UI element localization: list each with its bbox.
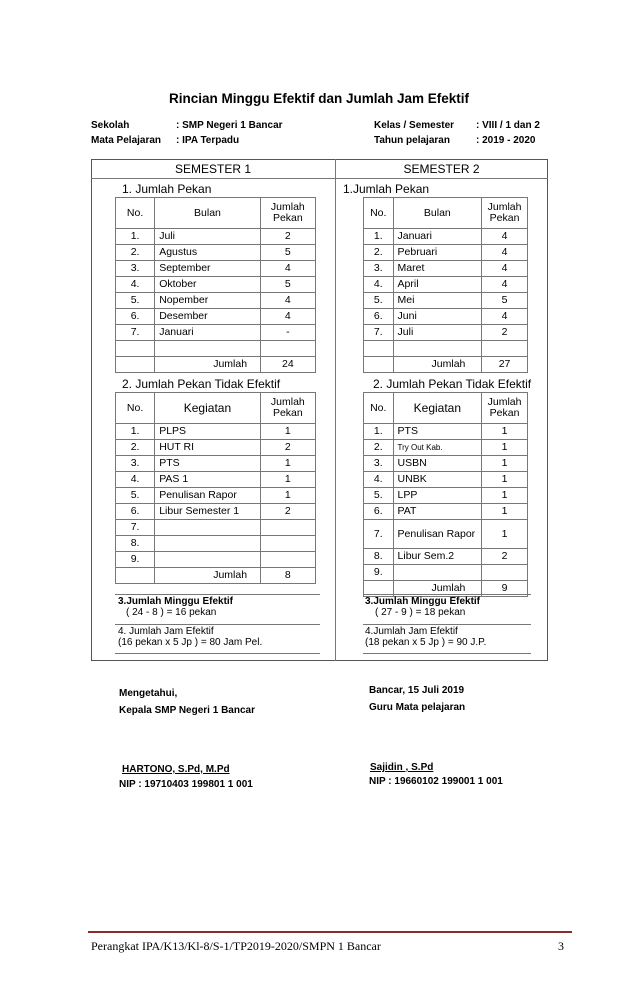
row-value: 5 [482,293,528,309]
semester-2-label: SEMESTER 2 [403,162,480,176]
row-value: 5 [260,245,315,261]
row-name: PLPS [155,424,261,440]
row-name [155,520,261,536]
row-value: 1 [260,472,315,488]
sem2-minggu-efektif-value: ( 27 - 9 ) = 18 pekan [375,607,466,618]
sign-right-name: Sajidin , S.Pd [370,762,434,773]
table-row [364,456,528,472]
row-no: 5. [364,488,394,504]
table-row [116,472,316,488]
header-left [91,118,283,148]
row-name: Mei [393,293,482,309]
document-title: Rincian Minggu Efektif dan Jumlah Jam Efektif [168,91,470,106]
row-no: 6. [364,504,394,520]
total-value: 9 [482,581,528,597]
col-no: No. [116,198,155,229]
table-row [116,341,316,357]
row-value: - [260,325,315,341]
table-header-row [364,393,528,424]
table-row [116,440,316,456]
table-row [116,293,316,309]
row-no: 7. [116,520,155,536]
sem2-summary-mid-line [363,624,531,625]
row-value: 4 [482,309,528,325]
row-no: 8. [116,536,155,552]
row-no: 7. [116,325,155,341]
row-value: 1 [260,456,315,472]
row-name: UNBK [393,472,482,488]
row-name: Penulisan Rapor [155,488,261,504]
sem2-minggu-efektif-title: 3.Jumlah Minggu Efektif [365,596,481,607]
tahun-label: Tahun pelajaran [374,135,450,146]
row-value: 1 [260,424,315,440]
mapel-label: Mata Pelajaran [91,135,162,146]
row-name: Nopember [155,293,261,309]
row-no: 5. [116,293,155,309]
row-name: PAT [393,504,482,520]
table-row [116,309,316,325]
row-no: 6. [116,309,155,325]
row-value: 2 [260,229,315,245]
row-value [260,552,315,568]
row-name [393,341,482,357]
row-value: 2 [482,549,528,565]
row-no: 2. [364,245,394,261]
total-label: Jumlah [393,357,482,373]
col-jumlah: Jumlah Pekan [260,393,315,424]
row-no: 3. [364,261,394,277]
row-no: 1. [364,424,394,440]
row-no: 5. [364,293,394,309]
row-no [364,341,394,357]
table-row [364,504,528,520]
row-name: LPP [393,488,482,504]
sem1-jam-efektif-title: 4. Jumlah Jam Efektif [118,626,214,637]
col-no: No. [364,393,394,424]
table-row [116,504,316,520]
row-value: 1 [482,440,528,456]
row-no: 7. [364,325,394,341]
col-no: No. [364,198,394,229]
row-name: PTS [155,456,261,472]
row-no: 6. [364,309,394,325]
row-name [155,341,261,357]
row-name: Januari [155,325,261,341]
table-header-row [364,198,528,229]
row-value: 4 [482,261,528,277]
table-row [364,440,528,456]
row-name: Agustus [155,245,261,261]
sekolah-value: : SMP Negeri 1 Bancar [176,120,283,131]
col-bulan: Bulan [155,198,261,229]
row-value: 4 [260,293,315,309]
table-row [116,245,316,261]
sign-right-line1: Bancar, 15 Juli 2019 [369,685,465,696]
sem2-tidak-title: 2. Jumlah Pekan Tidak Efektif [373,377,532,391]
row-value [260,520,315,536]
table-row [364,293,528,309]
row-value: 4 [260,309,315,325]
row-no: 3. [116,456,155,472]
row-name: Juli [393,325,482,341]
sign-left-line2: Kepala SMP Negeri 1 Bancar [119,705,255,716]
sem2-jam-efektif [365,626,486,648]
table-row [364,341,528,357]
row-value: 1 [482,488,528,504]
footer-text: Perangkat IPA/K13/Kl-8/S-1/TP2019-2020/SMPN 1 Bancar [91,939,381,953]
table-row [364,325,528,341]
row-value: 2 [260,504,315,520]
row-no [116,341,155,357]
row-value: 4 [482,245,528,261]
row-name: HUT RI [155,440,261,456]
row-name: Juli [155,229,261,245]
row-value: 1 [482,472,528,488]
row-name: Maret [393,261,482,277]
page-number: 3 [558,939,564,953]
row-value: 5 [260,277,315,293]
table-row [364,472,528,488]
row-name: Juni [393,309,482,325]
row-no: 2. [116,245,155,261]
row-no: 9. [364,565,394,581]
table-row [364,229,528,245]
row-name [155,552,261,568]
row-value [260,536,315,552]
total-value: 24 [260,357,315,373]
row-value: 1 [482,504,528,520]
table-row [364,261,528,277]
table-row [364,520,528,549]
sign-right-line2: Guru Mata pelajaran [369,702,466,713]
row-name: Libur Semester 1 [155,504,261,520]
row-no: 5. [116,488,155,504]
sem1-minggu-efektif-title: 3.Jumlah Minggu Efektif [118,596,234,607]
row-no: 6. [116,504,155,520]
row-name: USBN [393,456,482,472]
page-footer [91,939,564,954]
row-value: 1 [260,488,315,504]
total-label: Jumlah [155,568,261,584]
row-no: 4. [364,277,394,293]
row-no: 7. [364,520,394,549]
row-name: Januari [393,229,482,245]
sign-right-nip: NIP : 19660102 199001 1 001 [369,776,503,787]
sem2-summary-bottom-line [363,653,531,654]
table-row [116,536,316,552]
sem1-tidak-title: 2. Jumlah Pekan Tidak Efektif [122,377,281,391]
col-kegiatan: Kegiatan [155,393,261,424]
row-value: 2 [260,440,315,456]
col-bulan: Bulan [393,198,482,229]
row-name: April [393,277,482,293]
column-divider [335,159,336,661]
row-value [260,341,315,357]
row-name: Libur Sem.2 [393,549,482,565]
sem1-kegiatan-table [115,392,316,584]
table-row [364,277,528,293]
sign-left-nip: NIP : 19710403 199801 1 001 [119,779,253,790]
table-row [116,325,316,341]
sem1-summary-bottom-line [115,653,320,654]
row-no: 3. [364,456,394,472]
table-total-row [116,357,316,373]
col-jumlah: Jumlah Pekan [260,198,315,229]
row-value: 2 [482,325,528,341]
sem2-minggu-efektif [365,596,480,618]
table-row [116,488,316,504]
col-no: No. [116,393,155,424]
row-no: 4. [116,277,155,293]
row-value: 4 [482,229,528,245]
row-name [155,536,261,552]
row-no: 3. [116,261,155,277]
row-no: 2. [364,440,394,456]
row-name: Oktober [155,277,261,293]
table-row [364,424,528,440]
sem1-jam-efektif [118,626,262,648]
row-value [482,341,528,357]
row-value: 4 [482,277,528,293]
signature-right [369,682,465,716]
row-name: PTS [393,424,482,440]
table-row [116,277,316,293]
footer-rule [88,931,572,933]
table-row [116,424,316,440]
sem1-summary-mid-line [115,624,320,625]
row-no: 9. [116,552,155,568]
col-jumlah: Jumlah Pekan [482,393,528,424]
row-name: Try Out Kab. [393,440,482,456]
row-value: 1 [482,520,528,549]
row-no: 4. [116,472,155,488]
table-total-row [364,357,528,373]
semester-header-line [91,178,548,179]
sem1-summary-top-line [115,594,320,595]
total-value: 8 [260,568,315,584]
table-row [364,549,528,565]
sem1-pekan-table [115,197,316,373]
total-label: Jumlah [393,581,482,597]
row-name: PAS 1 [155,472,261,488]
sem2-pekan-table [363,197,528,373]
row-no: 2. [116,440,155,456]
table-row [364,245,528,261]
table-row [116,520,316,536]
row-name: Desember [155,309,261,325]
col-jumlah: Jumlah Pekan [482,198,528,229]
sem2-summary-top-line [363,594,531,595]
table-row [116,552,316,568]
table-row [364,565,528,581]
sekolah-label: Sekolah [91,120,130,131]
row-no: 8. [364,549,394,565]
mapel-value: : IPA Terpadu [176,135,240,146]
sem1-jam-efektif-value: (16 pekan x 5 Jp ) = 80 Jam Pel. [118,637,263,648]
row-no: 1. [116,424,155,440]
row-value: 1 [482,424,528,440]
row-name: September [155,261,261,277]
table-row [116,261,316,277]
header-right [374,118,540,148]
table-header-row [116,198,316,229]
table-row [116,456,316,472]
table-row [364,488,528,504]
semester-1-label: SEMESTER 1 [174,162,252,176]
total-label: Jumlah [155,357,261,373]
tahun-value: : 2019 - 2020 [476,135,536,146]
row-value [482,565,528,581]
row-no: 1. [364,229,394,245]
total-value: 27 [482,357,528,373]
sem1-minggu-efektif [118,596,233,618]
row-name: Penulisan Rapor [393,520,482,549]
sem1-minggu-efektif-value: ( 24 - 8 ) = 16 pekan [126,607,217,618]
table-row [364,309,528,325]
row-no: 1. [116,229,155,245]
kelas-value: : VIII / 1 dan 2 [476,120,540,131]
row-name: Pebruari [393,245,482,261]
table-header-row [116,393,316,424]
signature-left [119,685,255,719]
sem2-kegiatan-table [363,392,528,597]
sem1-pekan-title: 1. Jumlah Pekan [122,182,212,196]
row-no: 4. [364,472,394,488]
table-total-row [116,568,316,584]
col-kegiatan: Kegiatan [393,393,482,424]
kelas-label: Kelas / Semester [374,120,455,131]
sem2-pekan-title: 1.Jumlah Pekan [343,182,430,196]
sign-left-name: HARTONO, S.Pd, M.Pd [122,764,230,775]
row-name [393,565,482,581]
table-row [116,229,316,245]
sem2-jam-efektif-title: 4.Jumlah Jam Efektif [365,626,458,637]
row-value: 4 [260,261,315,277]
sem2-jam-efektif-value: (18 pekan x 5 Jp ) = 90 J.P. [365,637,487,648]
sign-left-line1: Mengetahui, [119,688,178,699]
row-value: 1 [482,456,528,472]
